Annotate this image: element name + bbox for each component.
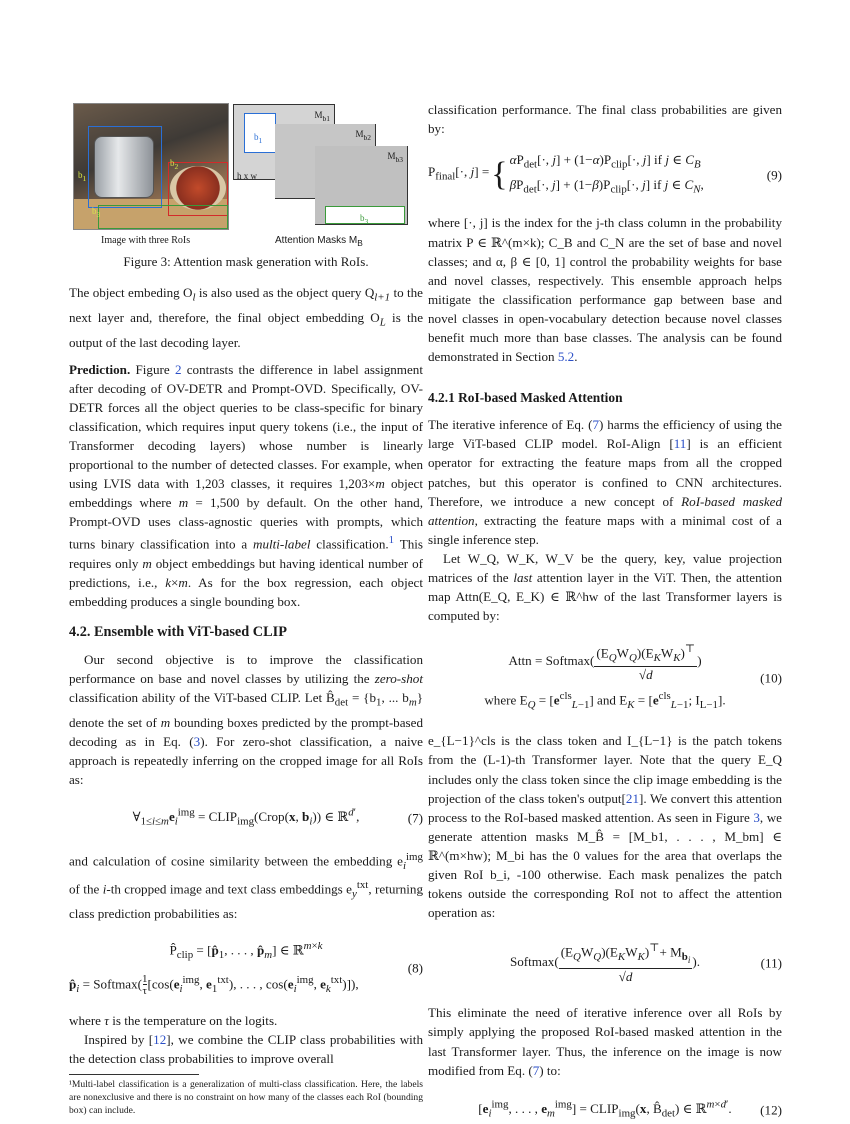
mask-roi-label-b1: $b_1$ xyxy=(254,132,263,145)
paragraph-eliminate: This eliminate the need of iterative inference over all RoIs by simply applying the proposed RoI-based masked attention in the last Transformer layer. Thus, the inference on the image is now modified from Eq. (7) to: xyxy=(428,1005,782,1078)
citation-12-link[interactable]: 12 xyxy=(153,1032,167,1048)
photo-label-b1: $b_1$ xyxy=(78,170,87,183)
figure-caption: Figure 3: Attention mask generation with RoIs. xyxy=(123,254,369,269)
equation-12-number: (12) xyxy=(760,1102,782,1118)
paragraph-ensemble: where [·, j] is the index for the j-th class column in the probability matrix P ∈ ℝ^(m×k); C_B and C_N are the set of base and novel classes; and α, β ∈ [0, 1] control the probability weights for base and novel classes, respectively. This ensemble approach helps mitigate the classification performance gap between base and novel classes in open-vocabulary detection because novel classes benefit much more than base classes. The analysis can be found demonstrated in Section 5.2. xyxy=(428,215,782,365)
paragraph-objective: Our second objective is to improve the classification performance on base and novel classes by utilizing the zero-shot classification ability of the ViT-based CLIP. Let $B̂_{det} = \{b_1$, ... $b_m$} denote the set of m bounding boxes predicted by the prompt-based decoding as in Eq. (3). For zero-shot classification, a naive approach is repeatedly inferring on the cropped image for all RoIs as: xyxy=(69,652,424,788)
paragraph-final-probs: classification performance. The final class probabilities are given by: xyxy=(428,102,782,137)
figure-3 xyxy=(69,100,423,252)
equation-10-line-1: Attn = Softmax( $(E_QW_Q)(E_KW_K)^⊤$ √d) xyxy=(508,643,702,683)
prediction-heading: Prediction. xyxy=(69,361,131,377)
equation-9 xyxy=(428,150,782,199)
paragraph-projection: Let W_Q, W_K, W_V be the query, key, value projection matrices of the last attention layer in the ViT. Then, the attention map Attn(E_Q, E_K) ∈ ℝ^hw of the last Transformer layers is computed by: xyxy=(428,550,782,624)
paragraph-class-token: e_{L−1}^cls is the class token and I_{L−1} is the patch tokens from the (L-1)-th Transformer layer. Note that the query E_Q includes only the class token since the clip image embedding is the projection of the class token's output[21]. We convert this attention process to the RoI-based masked attention. As seen in Figure 3, we generate attention masks M_B̂ = [M_b1, . . . , M_bm] ∈ ℝ^(m×hw); M_bi has the 0 values for the area that overlaps the given RoI b_i, -100 otherwise. Each mask penalizes the patch tokens outside the corresponding RoI not to affect the attention operation as: xyxy=(428,733,782,921)
photo-label-b3: $b_3$ xyxy=(92,206,101,219)
mask-label-mb2: $M_{b2}$ xyxy=(355,129,371,142)
equation-11-number: (11) xyxy=(760,955,782,971)
paragraph-temperature: where τ is the temperature on the logits. xyxy=(69,1012,278,1028)
roi-box-b3 xyxy=(98,205,228,229)
equation-11 xyxy=(428,940,782,985)
equation-7-number: (7) xyxy=(407,810,423,826)
equation-7 xyxy=(69,804,423,832)
mask-roi-b1 xyxy=(244,113,276,153)
equation-9-number: (9) xyxy=(766,167,782,183)
figure-2-link[interactable]: 2 xyxy=(174,361,182,377)
mask-label-mb3: $M_{b3}$ xyxy=(387,151,403,164)
mask-roi-label-b3: $b_3$ xyxy=(360,213,369,226)
roi-box-b1 xyxy=(88,126,162,208)
footnote-1: ¹Multi-label classification is a generalization of multi-class classification. Here, the labels are nonexclusive and there is no constraint on how many of the classes each RoI (bounding box) can include. xyxy=(69,1079,423,1117)
equation-7-body: $\forall_{1\le i\le m}e_i^{img}$ = $CLIP_{img}(Crop(x$, $b_i$)) ∈ ℝ$^{d'}$, xyxy=(132,806,360,828)
equation-8-line-2: $p̂_i$ = Softmax(1 $\tau[\cos(e_i^{img}$, $e_1^{txt}$), . . . , $\cos(e_i^{img}$, $e_k^{txt}$)]), xyxy=(69,973,359,998)
eq-7-link[interactable]: 7 xyxy=(592,417,599,433)
equation-11-body: Softmax( $(E_QW_Q)(E_KW_K)^⊤+ M_{b_i}$ √d). xyxy=(509,942,701,985)
section-4-2-heading: 4.2. Ensemble with ViT-based CLIP xyxy=(69,624,287,641)
equation-10-line-2: where $E_Q = [e^{cls}_{L-1}]$ and $E_K = [e^{cls}_{L-1}$; $I_{L-1}$]. xyxy=(484,690,726,712)
paragraph-object-embedding: The object embeding $O_l$ is also used as the object query $Q_{l+1}$ to the next layer and, therefore, the final object embedding $O_L$ is the output of the last decoding layer. xyxy=(69,285,424,350)
equation-10 xyxy=(428,641,782,715)
equation-8 xyxy=(69,937,423,999)
right-image-label: Attention Masks $M_B$ xyxy=(275,235,363,248)
equation-8-number: (8) xyxy=(407,960,423,976)
figure-3-link[interactable]: 3 xyxy=(753,809,760,825)
equation-9-brace: { xyxy=(491,155,508,193)
photo-label-b2: $b_2$ xyxy=(170,158,179,171)
equation-12-body: [$e_i^{img}$, . . . , $e_m^{img}$] = $CLIP_{img}(x$, $B̂_{det}$) ∈ ℝ$^{m\times d'}$. xyxy=(478,1098,732,1120)
footnote-1-link[interactable]: 1 xyxy=(388,534,395,547)
equation-9-lhs: $P_{final}[\cdot$, j] = xyxy=(428,164,490,184)
paragraph-prediction: Prediction. Figure 2 contrasts the difference in label assignment after decoding of OV-DETR and Prompt-OVD. Specifically, OV-DETR forces all the object queries to be class-specific for binary classification, which requires input query tokens (i.e., the input of Transformer decoding layers) whose number is linearly proportional to the number of detected classes. For example, when using LVIS data with 1,203 classes, it requires 1,203×m object embeddings where m = 1,500 by default. On the other hand, Prompt-OVD uses class-agnostic queries with prompts, which turns binary classification into a multi-label classification.$^1$ This requires only m object embeddings but having identical number of predictions, i.e., k×m. As for the box regression, each object embedding produces a single bounding box. xyxy=(69,361,424,610)
left-column xyxy=(69,100,423,1117)
equation-8-line-1: $P̂_{clip}$ = [$p̂_1$, . . . , $p̂_m$] ∈ ℝ$^{m\times k}$ xyxy=(169,939,323,961)
eq-7-link-2[interactable]: 7 xyxy=(532,1062,540,1078)
paragraph-cosine: and calculation of cosine similarity between the embedding $e_i^{img}$ of the i-th cropped image and text class embeddings $e_y^{txt}$, returning class prediction probabilities as: xyxy=(69,850,424,921)
kitchen-photo xyxy=(73,103,229,230)
equation-10-number: (10) xyxy=(760,670,782,686)
citation-11-link[interactable]: 11 xyxy=(673,436,687,452)
mask-label-mb1: $M_{b1}$ xyxy=(314,110,330,123)
hxw-label: h x w xyxy=(237,171,257,181)
citation-21-link[interactable]: 21 xyxy=(625,790,639,806)
footnote-rule xyxy=(69,1074,199,1075)
section-5-2-link[interactable]: 5.2 xyxy=(557,349,575,365)
paragraph-inspired: Inspired by [12], we combine the CLIP class probabilities with the detection class probabilities to improve overall xyxy=(69,1032,423,1067)
right-column xyxy=(428,100,782,1124)
mask-roi-b3 xyxy=(325,206,405,224)
left-image-label: Image with three RoIs xyxy=(101,235,191,246)
subsection-4-2-1-heading: 4.2.1 RoI-based Masked Attention xyxy=(428,390,623,406)
attention-mask-b3 xyxy=(315,146,408,225)
equation-9-cases: $\alpha P_{det}[\cdot$, $j] + (1-\alpha)P_{clip}[\cdot$, j] if j ∈ $C_B$ $\beta P_{det}[\cdot$, $j] + (1-\beta)P_{clip}[\cdot$, j] if j ∈ $C_N$, xyxy=(509,152,704,196)
eq-3-link[interactable]: 3 xyxy=(193,734,201,750)
paragraph-iterative: The iterative inference of Eq. (7) harms the efficiency of using the large ViT-based CLIP model. RoI-Align [11] is an efficient operator for extracting the feature maps from all the cropped patches, but this operator is confined to CNN architectures. Therefore, we introduce a new concept of RoI-based masked attention, extracting the feature maps with a minimal cost of a single inference step. xyxy=(428,417,782,547)
